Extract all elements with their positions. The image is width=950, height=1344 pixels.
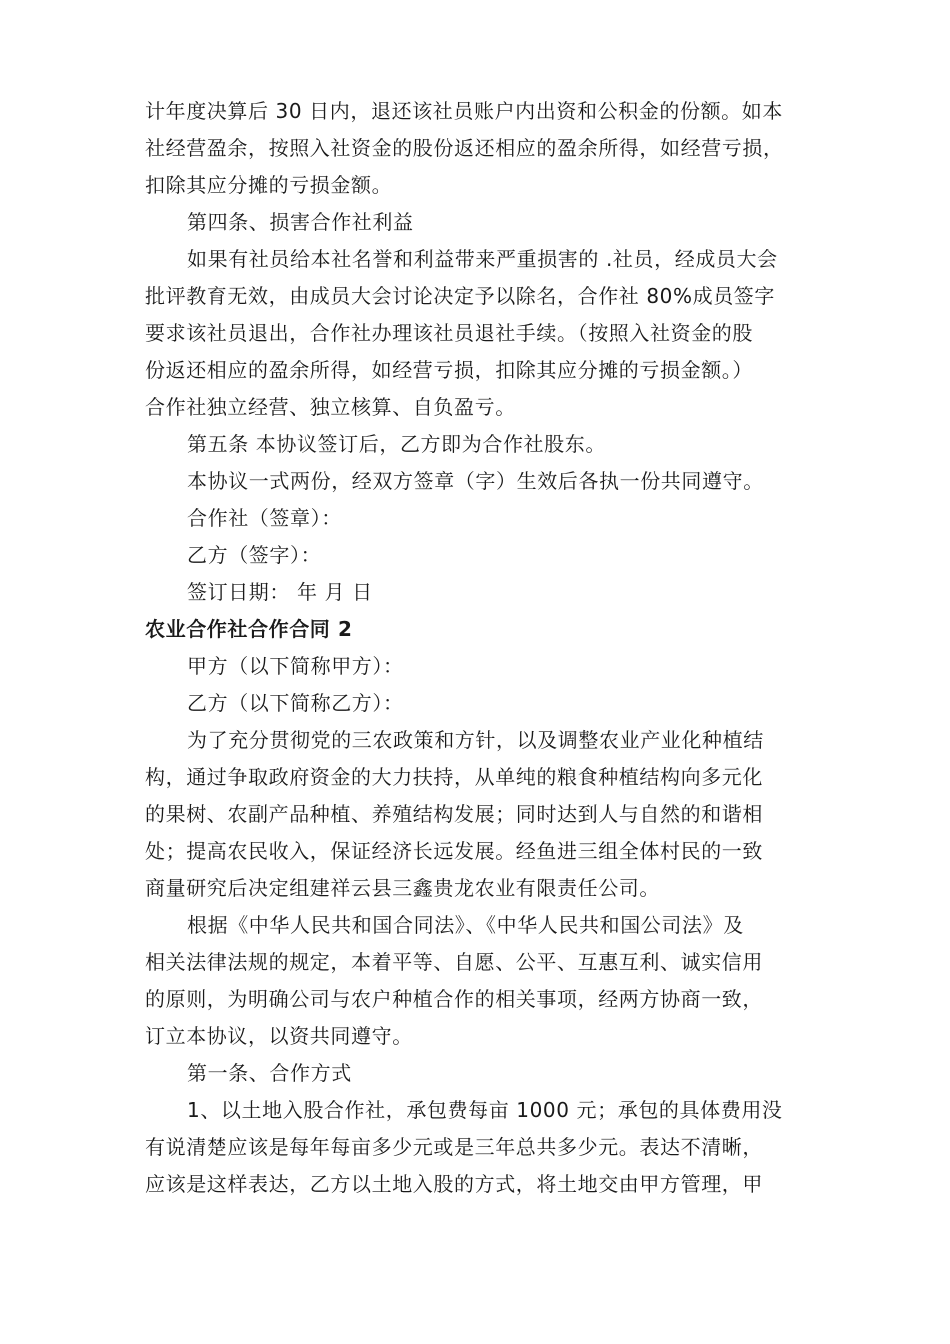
party-b-line: 乙方（以下简称乙方）： [187, 691, 404, 715]
body-line: 根据《中华人民共和国合同法》、《中华人民共和国公司法》及 [187, 913, 744, 937]
body-line: 商量研究后决定组建祥云县三鑫贵龙农业有限责任公司。 [145, 876, 660, 900]
body-line: 如果有社员给本社名誉和利益带来严重损害的 .社员，经成员大会 [187, 247, 778, 271]
body-line: 订立本协议，以资共同遵守。 [145, 1024, 413, 1048]
section-heading: 第五条 本协议签订后，乙方即为合作社股东。 [187, 432, 606, 456]
body-line: 构，通过争取政府资金的大力扶持，从单纯的粮食种植结构向多元化 [145, 765, 763, 789]
party-a-line: 甲方（以下简称甲方）： [187, 654, 404, 678]
section-heading: 第四条、损害合作社利益 [187, 210, 414, 234]
body-line: 要求该社员退出，合作社办理该社员退社手续。（按照入社资金的股 [145, 321, 753, 345]
signing-date-line: 签订日期： 年 月 日 [187, 580, 373, 604]
body-line: 合作社独立经营、独立核算、自负盈亏。 [145, 395, 516, 419]
body-line: 有说清楚应该是每年每亩多少元或是三年总共多少元。表达不清晰， [145, 1135, 763, 1159]
signature-line-party-b: 乙方（签字）： [187, 543, 322, 567]
body-line: 份返还相应的盈余所得，如经营亏损，扣除其应分摊的亏损金额。） [145, 358, 753, 382]
body-line: 相关法律法规的规定，本着平等、自愿、公平、互惠互利、诚实信用 [145, 950, 763, 974]
section-heading: 第一条、合作方式 [187, 1061, 352, 1085]
body-line: 的原则，为明确公司与农户种植合作的相关事项，经两方协商一致， [145, 987, 763, 1011]
body-line: 为了充分贯彻党的三农政策和方针，以及调整农业产业化种植结 [187, 728, 764, 752]
body-line: 社经营盈余，按照入社资金的股份返还相应的盈余所得，如经营亏损， [145, 136, 784, 160]
signature-line-cooperative: 合作社（签章）： [187, 506, 342, 530]
body-line: 应该是这样表达，乙方以土地入股的方式，将土地交由甲方管理，甲 [145, 1172, 763, 1196]
body-line: 本协议一式两份，经双方签章（字）生效后各执一份共同遵守。 [187, 469, 764, 493]
body-line: 计年度决算后 30 日内，退还该社员账户内出资和公积金的份额。如本 [145, 99, 783, 123]
body-line: 1、以土地入股合作社，承包费每亩 1000 元；承包的具体费用没 [187, 1098, 783, 1122]
body-line: 扣除其应分摊的亏损金额。 [145, 173, 393, 197]
document-title: 农业合作社合作合同 2 [145, 617, 353, 641]
body-line: 批评教育无效，由成员大会讨论决定予以除名，合作社 80%成员签字 [145, 284, 776, 308]
body-line: 处；提高农民收入，保证经济长远发展。经鱼进三组全体村民的一致 [145, 839, 763, 863]
body-line: 的果树、农副产品种植、养殖结构发展；同时达到人与自然的和谐相 [145, 802, 763, 826]
